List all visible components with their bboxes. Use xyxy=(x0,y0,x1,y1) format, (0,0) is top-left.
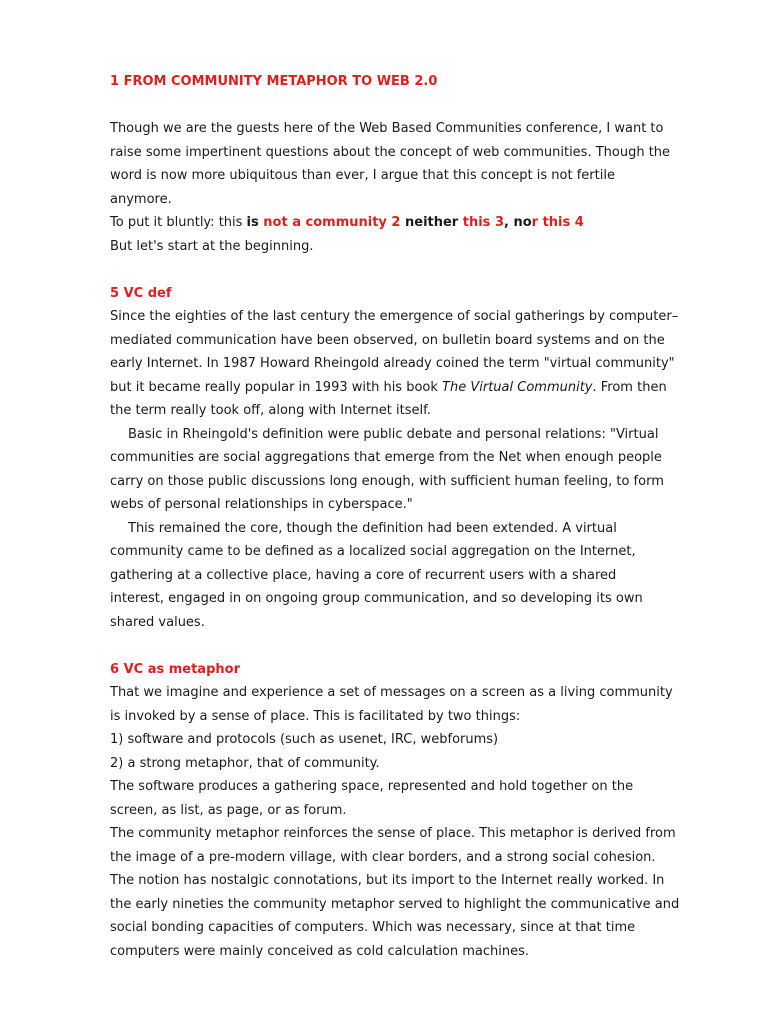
vc-def-paragraph-3 xyxy=(110,517,670,635)
blunt-no: no xyxy=(513,215,532,230)
vc-def-paragraph-1 xyxy=(110,305,679,423)
text-line: screen, as list, as page, or as forum. xyxy=(110,802,347,818)
blunt-is: is xyxy=(246,215,264,230)
text-line: mediated communication have been observed, on bulletin board systems and on the xyxy=(110,332,665,348)
blunt-r: r xyxy=(531,215,543,230)
list-item: 2) a strong metaphor, that of community. xyxy=(110,755,380,771)
spacer xyxy=(110,634,670,658)
slide-ref-4: this 4 xyxy=(542,215,584,230)
blunt-neither: neither xyxy=(400,215,463,230)
vc-metaphor-paragraph xyxy=(110,681,680,963)
text-line: raise some impertinent questions about the concept of web communities. Though the xyxy=(110,144,671,160)
text-line: The notion has nostalgic connotations, but its import to the Internet really worked. In xyxy=(110,873,665,888)
text-line: social bonding capacities of computers. Which was necessary, since at that time xyxy=(110,920,636,935)
slide-ref-2: not a community 2 xyxy=(263,215,401,230)
text-line: This remained the core, though the definition had been extended. A virtual xyxy=(128,520,617,536)
section-heading-5: 5 VC def xyxy=(110,285,172,301)
document-page xyxy=(110,70,680,963)
section-heading-1: 1 FROM COMMUNITY METAPHOR TO WEB 2.0 xyxy=(110,74,438,89)
text-line: anymore. xyxy=(110,191,172,207)
text-line: Basic in Rheingold's definition were public debate and personal relations: "Virtual xyxy=(128,426,659,442)
text-line: The software produces a gathering space, represented and hold together on the xyxy=(110,779,634,794)
text-line: shared values. xyxy=(110,614,205,630)
text-line: the image of a pre-modern village, with clear borders, and a strong social cohesion. xyxy=(110,849,656,865)
intro-paragraph xyxy=(110,117,670,258)
text-line: interest, engaged in on ongoing group communication, and so developing its own xyxy=(110,591,643,606)
text-line: community came to be defined as a localized social aggregation on the Internet, xyxy=(110,544,636,559)
text-line: The community metaphor reinforces the sense of place. This metaphor is derived from xyxy=(110,826,676,841)
blunt-prefix: To put it bluntly: this xyxy=(110,215,247,230)
text-line: Since the eighties of the last century the emergence of social gatherings by computer– xyxy=(110,309,679,324)
vc-def-paragraph-2 xyxy=(110,423,670,517)
text-line: carry on those public discussions long enough, with sufficient human feeling, to form xyxy=(110,473,664,489)
text-line: Though we are the guests here of the Web Based Communities conference, I want to xyxy=(110,121,664,136)
blunt-line xyxy=(110,211,670,235)
book-title: The Virtual Community xyxy=(442,379,593,395)
book-post: . From then xyxy=(592,379,667,395)
slide-ref-3: this 3 xyxy=(462,215,504,230)
text-line xyxy=(110,376,670,400)
book-pre: but it became really popular in 1993 with his book xyxy=(110,379,443,395)
text-line: gathering at a collective place, having a core of recurrent users with a shared xyxy=(110,567,617,583)
text-line: is invoked by a sense of place. This is facilitated by two things: xyxy=(110,708,521,724)
text-line: communities are social aggregations that emerge from the Net when enough people xyxy=(110,450,662,465)
list-item: 1) software and protocols (such as usenet, IRC, webforums) xyxy=(110,732,499,747)
text-line: computers were mainly conceived as cold calculation machines. xyxy=(110,943,529,959)
text-line: That we imagine and experience a set of messages on a screen as a living community xyxy=(110,685,673,700)
text-line: But let's start at the beginning. xyxy=(110,238,314,254)
text-line: word is now more ubiquitous than ever, I argue that this concept is not fertile xyxy=(110,168,615,183)
text-line: the early nineties the community metaphor served to highlight the communicative and xyxy=(110,896,680,912)
blunt-comma: , xyxy=(503,215,514,230)
text-line: webs of personal relationships in cyberspace." xyxy=(110,497,413,512)
text-line: the term really took off, along with Internet itself. xyxy=(110,403,431,418)
spacer xyxy=(110,258,670,282)
text-line: early Internet. In 1987 Howard Rheingold already coined the term "virtual community" xyxy=(110,356,675,371)
section-heading-6: 6 VC as metaphor xyxy=(110,661,240,677)
